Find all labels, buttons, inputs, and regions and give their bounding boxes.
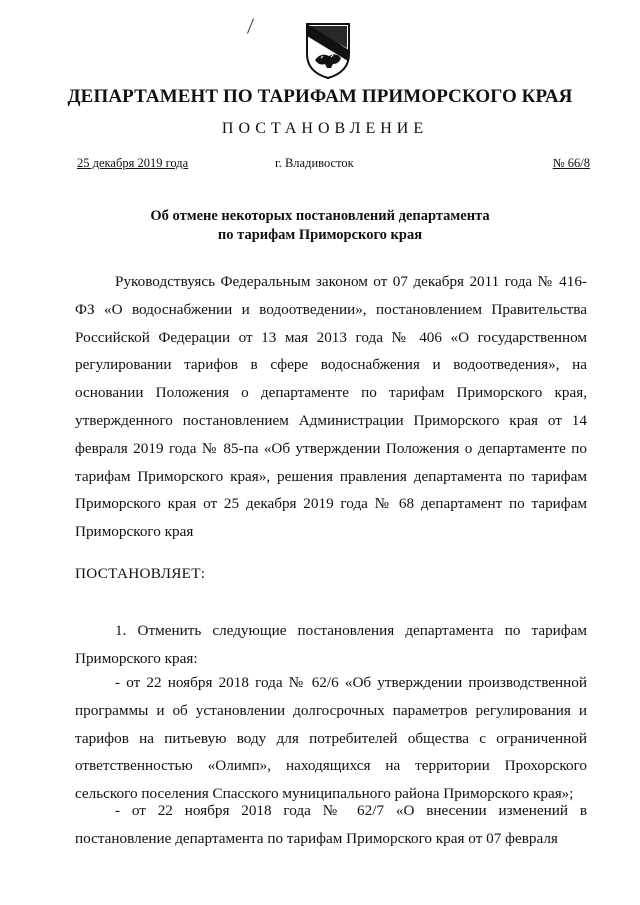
department-title: ДЕПАРТАМЕНТ ПО ТАРИФАМ ПРИМОРСКОГО КРАЯ [67, 86, 573, 107]
clause-1-subitem-2: - от 22 ноября 2018 года № 62/7 «О внесении изменений в постановление департамента по тарифам Приморского края от 07 февраля [75, 802, 587, 847]
document-type-heading: ПОСТАНОВЛЕНИЕ [221, 120, 429, 137]
clause-1-subitem-1: - от 22 ноября 2018 года № 62/6 «Об утверждении производственной программы и об установлении долгосрочных параметров регулирования и тарифов на питьевую воду для потребителей общества с ограниченной ответственностью «Олимп», находящихся на территории Прохорского сельского поселения Спасского муниципального района Приморского края»; [75, 674, 587, 803]
subject-line-2: по тарифам Приморского края [217, 227, 423, 243]
document-number: № 66/8 [552, 156, 590, 170]
document-date: 25 декабря 2019 года [77, 156, 189, 170]
clause-1-paragraph: 1. Отменить следующие постановления департамента по тарифам Приморского края: [75, 622, 587, 667]
preamble-paragraph: Руководствуясь Федеральным законом от 07 декабря 2011 года № 416-ФЗ «О водоснабжении и водоотведении», постановлением Правительства Российской Федерации от 13 мая 2013 года № 406 «О государственном регулировании тарифов в сфере водоснабжения и водоотведения», на основании Положения о департаменте по тарифам Приморского края, утвержденного постановлением Администрации Приморского края от 14 февраля 2019 года № 85-па «Об утверждении Положения о департаменте по тарифам Приморского края», решения правления департамента по тарифам Приморского края от 25 декабря 2019 года № 68 департамент по тарифам Приморского края [75, 273, 587, 541]
pen-stroke-mark [247, 18, 254, 33]
document-city: г. Владивосток [275, 156, 354, 170]
subject-line-1: Об отмене некоторых постановлений департамента [150, 208, 490, 224]
resolves-heading: ПОСТАНОВЛЯЕТ: [75, 565, 206, 582]
coat-of-arms-emblem [303, 20, 353, 80]
document-subject [0, 207, 640, 245]
